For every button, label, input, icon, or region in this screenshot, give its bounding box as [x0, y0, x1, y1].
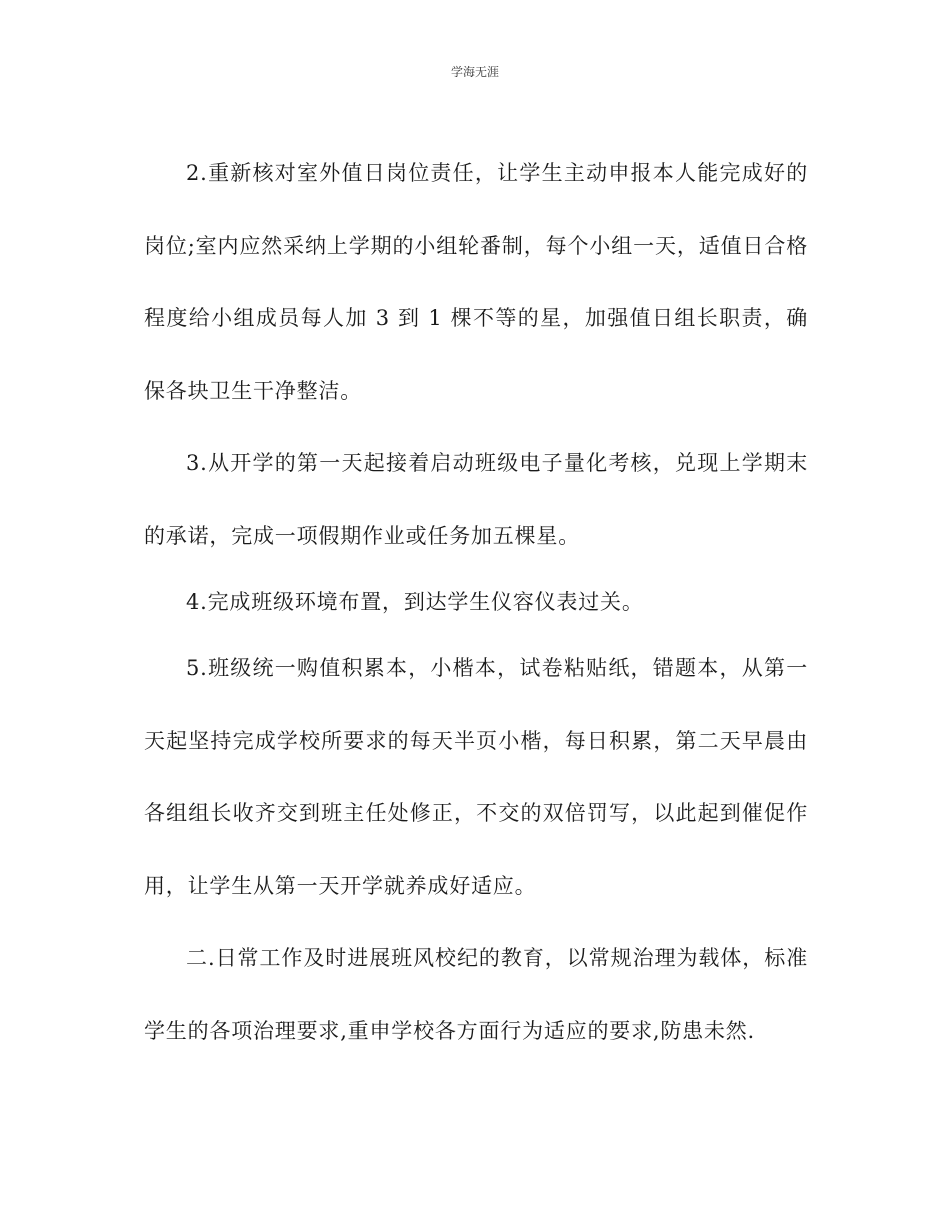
- paragraph-duty-roster: 2.重新核对室外值日岗位责任，让学生主动申报本人能完成好的岗位;室内应然采纳上学期的小组轮番制，每个小组一天，适值日合格程度给小组成员每人加 3 到 1 棵不等的星，加强值日组长职责，确保各块卫生干净整洁。: [144, 161, 808, 403]
- paragraph-daily-work: 二.日常工作及时进展班风校纪的教育，以常规治理为载体，标准学生的各项治理要求,重申学校各方面行为适应的要求,防患未然.: [144, 946, 808, 1043]
- document-body: [144, 137, 808, 1067]
- page-header: 学海无涯: [450, 65, 499, 79]
- paragraph-environment-setup: 4.完成班级环境布置，到达学生仪容仪表过关。: [186, 590, 644, 614]
- paragraph-study-materials: 5.班级统一购值积累本，小楷本，试卷粘贴纸，错题本，从第一天起坚持完成学校所要求的每天半页小楷，每日积累，第二天早晨由各组组长收齐交到班主任处修正，不交的双倍罚写，以此起到催促作用，让学生从第一天开学就养成好适应。: [144, 656, 808, 898]
- paragraph-quantified-assessment: 3.从开学的第一天起接着启动班级电子量化考核，兑现上学期末的承诺，完成一项假期作业或任务加五棵星。: [144, 451, 808, 548]
